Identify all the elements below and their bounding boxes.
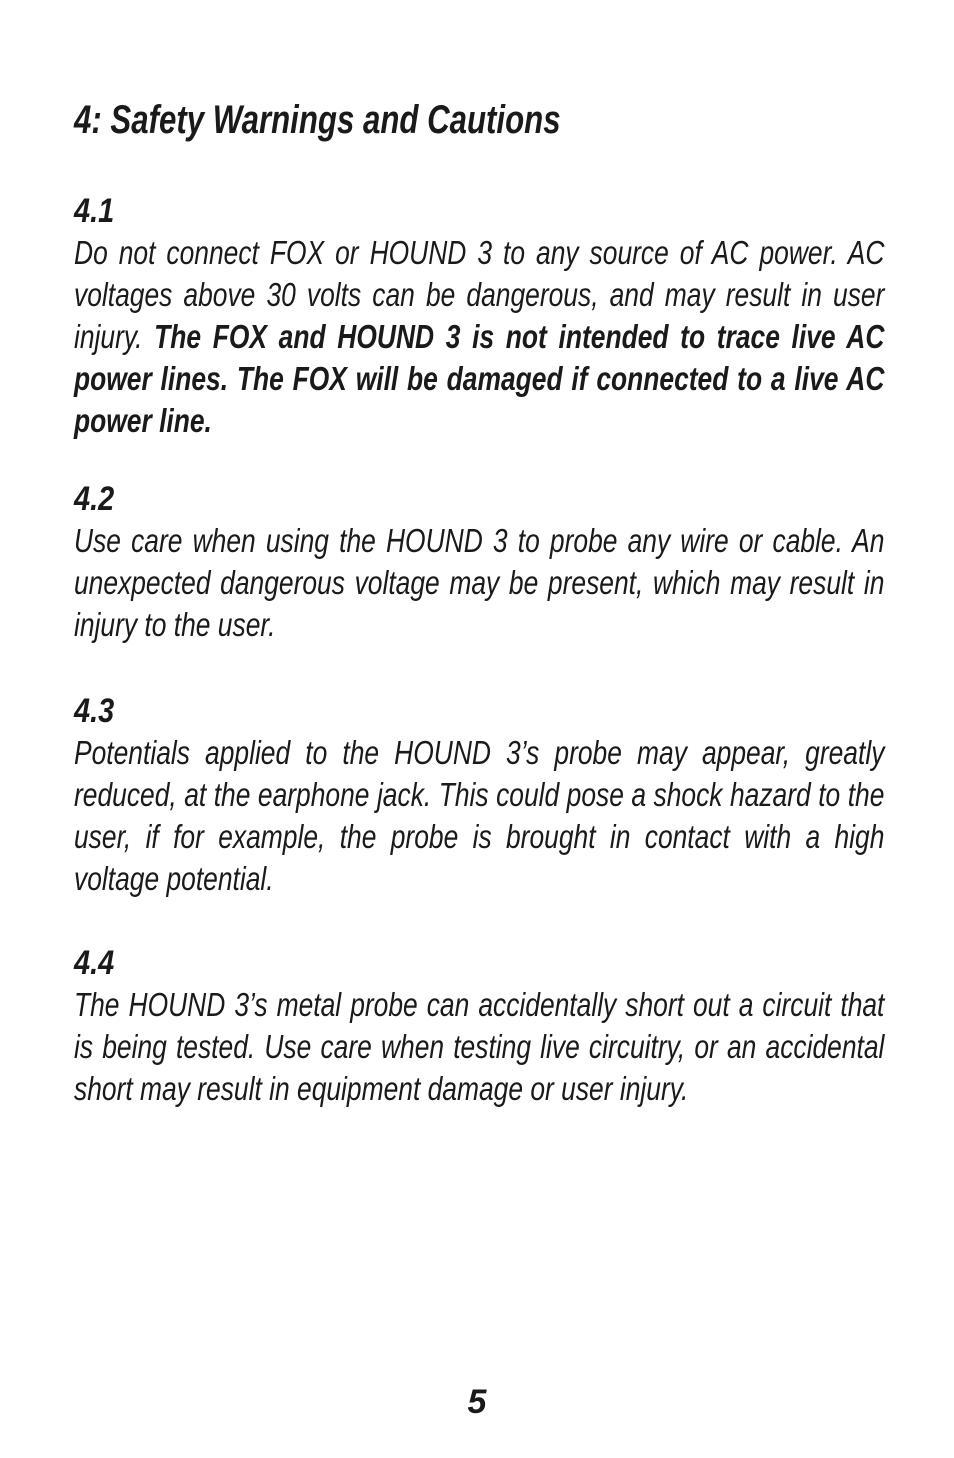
section-text: Use care when using the HOUND 3 to probe any wire or cable. An unexpected dangerous voltage may be present, which may result in injury to the user. [74,522,885,643]
section-4-3 [74,690,884,900]
section-number: 4.3 [74,692,115,730]
section-body [74,984,884,1110]
section-text: The HOUND 3’s metal probe can accidentally short out a circuit that is being tested. Use care when testing live circuitry, or an accidental short may result in equipment damage or user injury. [74,986,885,1107]
section-4-4 [74,942,884,1110]
section-number: 4.2 [74,480,115,518]
section-text: Potentials applied to the HOUND 3’s probe may appear, greatly reduced, at the earphone jack. This could pose a shock hazard to the user, if for example, the probe is brought in contact with a high voltage potential. [74,734,885,897]
page-title: 4: Safety Warnings and Cautions [74,98,561,142]
section-body [74,732,884,900]
section-body [74,232,884,442]
section-number: 4.1 [74,192,115,230]
page-number: 5 [467,1383,487,1421]
section-4-1 [74,190,884,442]
section-body [74,520,884,646]
section-number: 4.4 [74,944,115,982]
section-text: Do not connect FOX or HOUND 3 to any source of AC power. AC voltages above 30 volts can be dangerous, and may result in user injury. [74,234,885,355]
section-warning-text: The FOX and HOUND 3 is not intended to trace live AC power lines. The FOX will be damaged if connected to a live AC power line. [74,318,885,439]
section-4-2 [74,478,884,646]
